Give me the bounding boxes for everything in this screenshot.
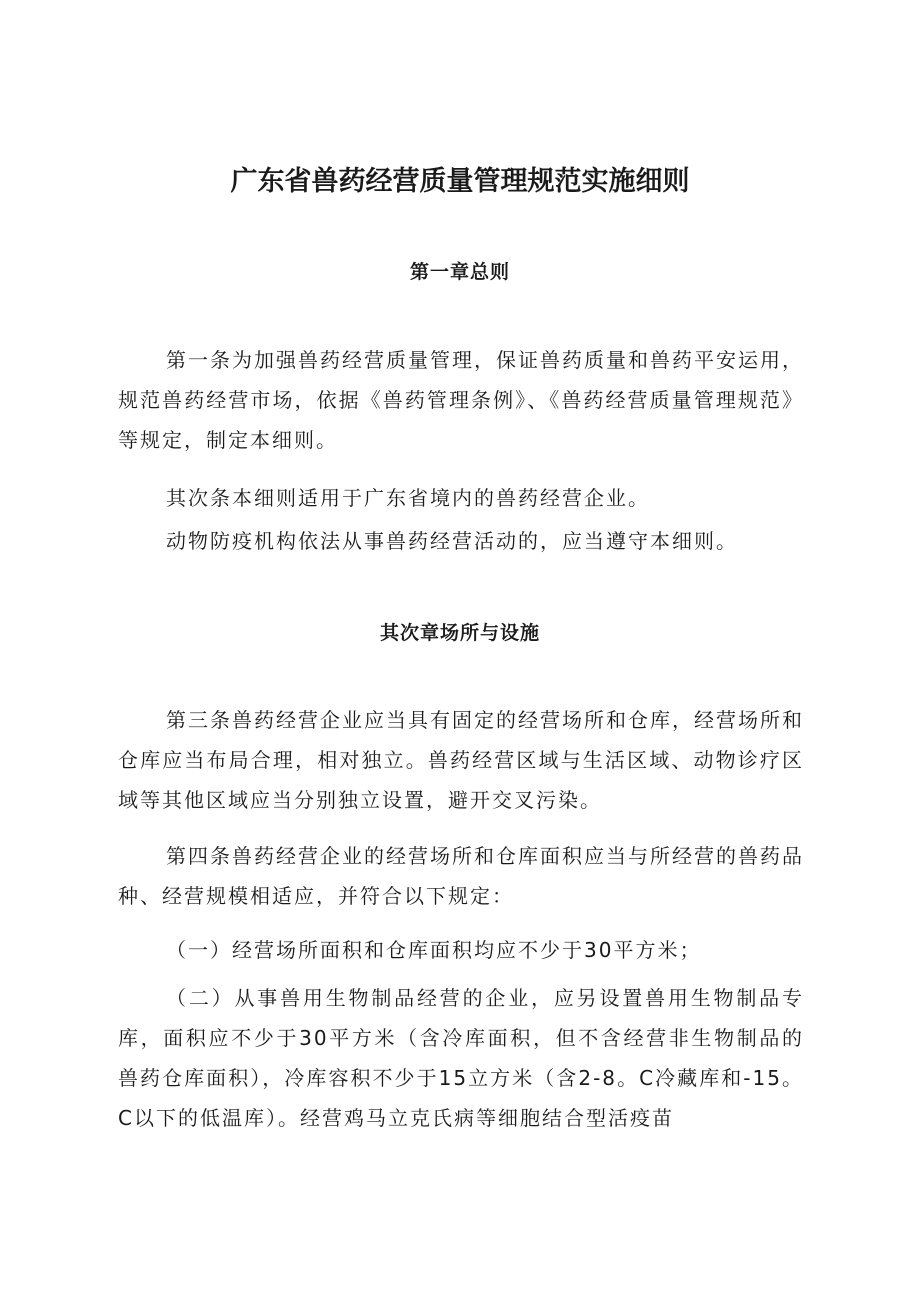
article-4-item-2: （二）从事兽用生物制品经营的企业，应另设置兽用生物制品专库，面积应不少于30平方米（含冷库面积，但不含经营非生物制品的兽药仓库面积），冷库容积不少于15立方米（含2-8。C冷藏库和-15。C以下的低温库）。经营鸡马立克氏病等细胞结合型活疫苗 [118, 986, 804, 1130]
article-1-paragraph: 第一条为加强兽药经营质量管理，保证兽药质量和兽药平安运用，规范兽药经营市场，依据《兽药管理条例》、《兽药经营质量管理规范》等规定，制定本细则。 [118, 348, 804, 452]
article-4-item-1: （一）经营场所面积和仓库面积均应不少于30平方米； [166, 938, 702, 962]
chapter-2-heading: 其次章场所与设施 [379, 622, 540, 644]
article-3-paragraph: 第三条兽药经营企业应当具有固定的经营场所和仓库，经营场所和仓库应当布局合理，相对独立。兽药经营区域与生活区域、动物诊疗区域等其他区域应当分别独立设置，避开交叉污染。 [118, 708, 804, 812]
article-2-paragraph: 其次条本细则适用于广东省境内的兽药经营企业。 [166, 486, 650, 510]
article-4-paragraph: 第四条兽药经营企业的经营场所和仓库面积应当与所经营的兽药品种、经营规模相适应，并符合以下规定： [118, 844, 804, 908]
document-title: 广东省兽药经营质量管理规范实施细则 [230, 166, 690, 197]
article-2-supplement-paragraph: 动物防疫机构依法从事兽药经营活动的，应当遵守本细则。 [166, 529, 738, 553]
chapter-1-heading: 第一章总则 [409, 261, 510, 283]
